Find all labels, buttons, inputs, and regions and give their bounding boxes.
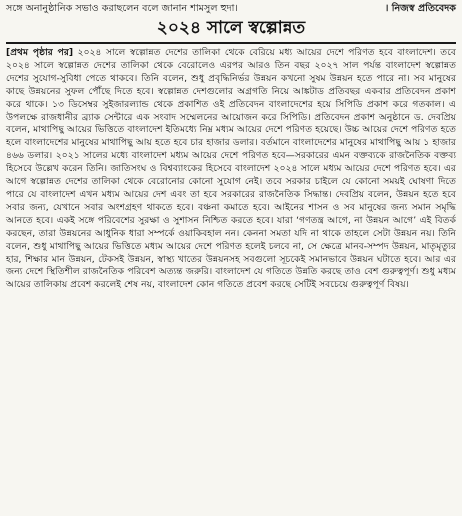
byline: । নিজস্ব প্রতিবেদক (384, 3, 456, 14)
article-headline: ২০২৪ সালে স্বল্পোন্নত (6, 16, 456, 44)
article-body (6, 47, 456, 292)
continuation-marker: [প্রথম পৃষ্ঠার পর] (6, 47, 74, 58)
article-body-text: ২০২৪ সালে স্বল্পোন্নত দেশের তালিকা থেকে বেরিয়ে মধ্য আয়ের দেশে পরিণত হবে বাংলাদেশ। তবে ২০২৪ সালে স্বল্পোন্নত দেশের তালিকা থেকে বেরোলেও এরপর আরও তিন বছর ২০২৭ সাল পর্যন্ত বাংলাদেশ স্বল্পোন্নত দেশের সুযোগ-সুবিধা পেতে থাকবে। তিনি বলেন, শুধু প্রবৃদ্ধিনির্ভর উন্নয়ন কখনো সুষম উন্নয়ন হতে পারে না। সব মানুষের কাছে উন্নয়নের সুফল পৌঁছে দিতে হবে। স্বল্পোন্নত দেশগুলোর অগ্রগতি নিয়ে আঙ্কটাড প্রতিবছর একবার প্রতিবেদন প্রকাশ করে থাকে। ১৩ ডিসেম্বর সুইজারল্যান্ড থেকে প্রকাশিত ওই প্রতিবেদন বাংলাদেশের হয়ে সিপিডি প্রকাশ করে গতকাল। এ উপলক্ষে রাজধানীর ব্র্যাক সেন্টারে এক সংবাদ সম্মেলনের আয়োজন করে সিপিডি। প্রতিবেদন প্রকাশ অনুষ্ঠানে ড. দেবপ্রিয় বলেন, মাথাপিছু আয়ের ভিত্তিতে বাংলাদেশ ইতিমধ্যে নিম্ন মধ্যম আয়ের দেশে পরিণত হয়েছে। উচ্চ আয়ের দেশে পরিণত হতে হলে বাংলাদেশের মানুষের মাথাপিছু আয় হতে হবে চার হাজার ডলার। বর্তমানে বাংলাদেশের মানুষের মাথাপিছু আয় ১ হাজার ৪৬৬ ডলার। ২০২১ সালের মধ্যে বাংলাদেশ মধ্যম আয়ের দেশে পরিণত হবে—সরকারের এমন বক্তব্যকে রাজনৈতিক বক্তব্য হিসেবে উল্লেখ করেন তিনি। জাতিসংঘ ও বিশ্বব্যাংকের হিসেবে বাংলাদেশ ২০২৪ সালে মধ্যম আয়ের দেশে পরিণত হবে। এর আগে স্বল্পোন্নত দেশের তালিকা থেকে বেরোনোর কোনো সুযোগ নেই। তবে সরকার চাইলে যে কোনো সময়ই ঘোষণা দিতে পারে যে বাংলাদেশ এখন মধ্যম আয়ের দেশ এবং তা হবে সরকারের রাজনৈতিক সিদ্ধান্ত। দেবপ্রিয় বলেন, উন্নয়ন হতে হবে সবার জন্য, যেখানে সবার অংশগ্রহণ থাকতে হবে। বঞ্চনা কমাতে হবে। আইনের শাসন ও সব মানুষের জন্য সমান সমৃদ্ধি আনতে হবে। একই সঙ্গে পরিবেশের সুরক্ষা ও সুশাসন নিশ্চিত করতে হবে। যারা ‘গণতন্ত্র আগে, না উন্নয়ন আগে’ এই বিতর্ক করছেন, তারা উন্নয়নের আধুনিক ধারা সম্পর্কে ওয়াকিবহাল নন। কেননা সমতা যদি না থাকে তাহলে সেটা উন্নয়ন নয়। তিনি বলেন, শুধু মাথাপিছু আয়ের ভিত্তিতে মধ্যম আয়ের দেশে পরিণত হলেই চলবে না, সে ক্ষেত্রে মানব-সম্পদ উন্নয়ন, মাতৃমৃত্যুর হার, শিক্ষার মান উন্নয়ন, টেকসই উন্নয়ন, স্বাস্থ্য খাতের উন্নয়নসহ সবগুলো সূচকেই সমানভাবে উন্নয়ন ঘটাতে হবে। আর এর জন্য দেশে স্থিতিশীল রাজনৈতিক পরিবেশ অত্যন্ত জরুরি। বাংলাদেশ যে গতিতে উন্নতি করছে তাও বেশ গুরুত্বপূর্ণ। শুধু মধ্যম আয়ের তালিকায় প্রবেশ করলেই শেষ নয়, বাংলাদেশ কোন গতিতে প্রবেশ করছে সেটিই সবচেয়ে গুরুত্বপূর্ণ বিষয়। (6, 47, 457, 291)
top-strip (6, 2, 456, 15)
previous-article-last-line: সঙ্গে অনানুষ্ঠানিক সভাও করাছলেন বলে জানান শামসুল হুদা। (6, 3, 238, 14)
